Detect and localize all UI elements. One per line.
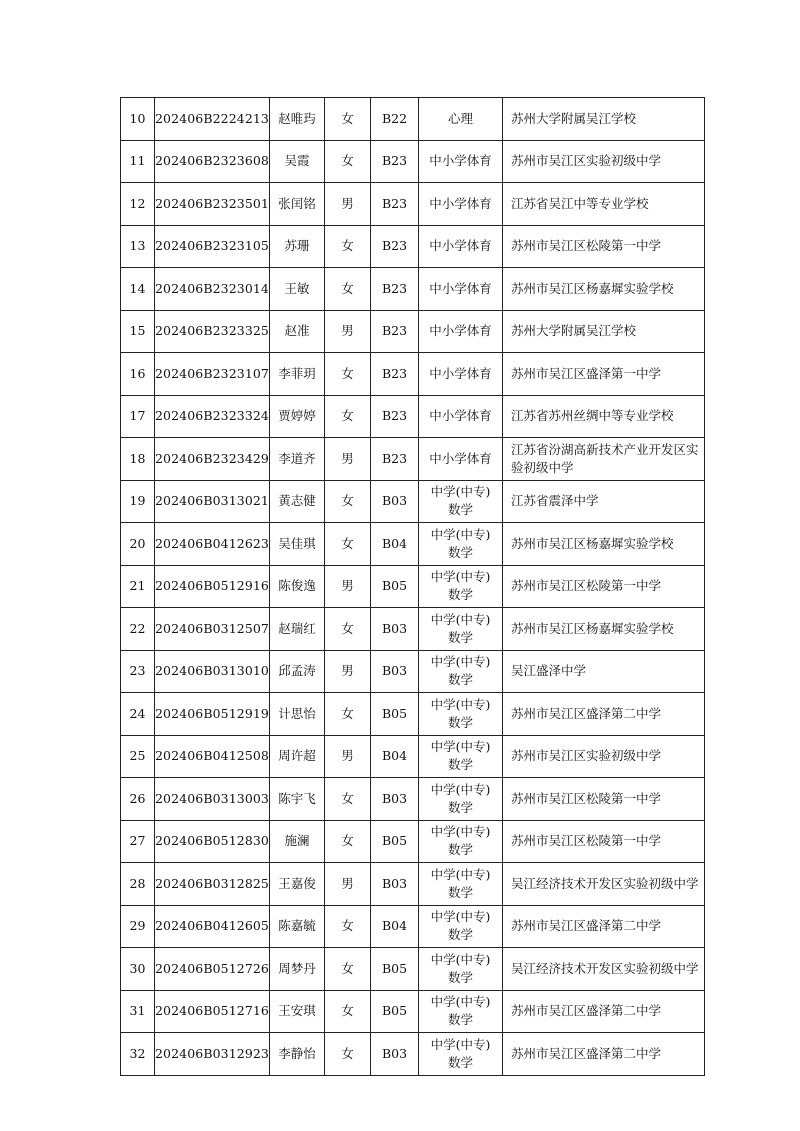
candidate-id-cell: 202406B0412623 bbox=[155, 523, 270, 566]
candidate-gender-cell: 女 bbox=[324, 905, 370, 948]
position-code-cell: B04 bbox=[370, 523, 418, 566]
subject-cell bbox=[418, 140, 502, 183]
school-name-cell: 苏州市吴江区盛泽第二中学 bbox=[502, 905, 704, 948]
table-row bbox=[121, 990, 705, 1033]
position-code-cell: B23 bbox=[370, 268, 418, 311]
row-number-cell: 23 bbox=[121, 650, 155, 693]
table-row bbox=[121, 480, 705, 523]
candidate-id-cell: 202406B0412605 bbox=[155, 905, 270, 948]
position-code-cell: B23 bbox=[370, 225, 418, 268]
candidate-gender-cell: 女 bbox=[324, 948, 370, 991]
candidate-id-cell: 202406B0512716 bbox=[155, 990, 270, 1033]
candidate-id-cell: 202406B0312507 bbox=[155, 608, 270, 651]
row-number-cell: 29 bbox=[121, 905, 155, 948]
candidate-id-cell: 202406B0313003 bbox=[155, 778, 270, 821]
school-name-cell: 江苏省汾湖高新技术产业开发区实验初级中学 bbox=[502, 438, 704, 481]
candidate-gender-cell: 女 bbox=[324, 395, 370, 438]
table-row bbox=[121, 523, 705, 566]
candidate-name-cell: 陈宇飞 bbox=[269, 778, 324, 821]
subject-line: 中学(中专) bbox=[430, 569, 491, 585]
subject-cell bbox=[418, 268, 502, 311]
subject-line: 中学(中专) bbox=[430, 696, 491, 712]
table-row bbox=[121, 268, 705, 311]
subject-cell bbox=[418, 523, 502, 566]
subject-cell bbox=[418, 183, 502, 226]
candidate-id-cell: 202406B2323107 bbox=[155, 353, 270, 396]
subject-cell bbox=[418, 608, 502, 651]
candidate-name-cell: 李静怡 bbox=[269, 1033, 324, 1076]
table-row bbox=[121, 395, 705, 438]
subject-cell bbox=[418, 565, 502, 608]
candidate-name-cell: 李菲玥 bbox=[269, 353, 324, 396]
subject-line: 数学 bbox=[447, 502, 473, 518]
subject-line: 数学 bbox=[447, 1012, 473, 1028]
subject-cell bbox=[418, 990, 502, 1033]
subject-line: 数学 bbox=[447, 757, 473, 773]
school-name-cell: 苏州市吴江区盛泽第二中学 bbox=[502, 1033, 704, 1076]
candidate-id-cell: 202406B2323324 bbox=[155, 395, 270, 438]
school-name-cell: 苏州市吴江区杨嘉墀实验学校 bbox=[502, 268, 704, 311]
table-row bbox=[121, 693, 705, 736]
position-code-cell: B22 bbox=[370, 98, 418, 141]
candidate-id-cell: 202406B0313010 bbox=[155, 650, 270, 693]
subject-cell bbox=[418, 650, 502, 693]
candidate-gender-cell: 男 bbox=[324, 565, 370, 608]
candidate-gender-cell: 女 bbox=[324, 608, 370, 651]
school-name-cell: 苏州市吴江区松陵第一中学 bbox=[502, 820, 704, 863]
candidate-name-cell: 陈嘉毓 bbox=[269, 905, 324, 948]
candidate-id-cell: 202406B2323325 bbox=[155, 310, 270, 353]
school-name-cell: 江苏省震泽中学 bbox=[502, 480, 704, 523]
candidate-id-cell: 202406B0512830 bbox=[155, 820, 270, 863]
subject-line: 数学 bbox=[447, 544, 473, 560]
candidate-id-cell: 202406B0312825 bbox=[155, 863, 270, 906]
subject-line: 中小学体育 bbox=[429, 238, 492, 254]
subject-line: 中小学体育 bbox=[429, 450, 492, 466]
candidate-name-cell: 赵准 bbox=[269, 310, 324, 353]
position-code-cell: B05 bbox=[370, 693, 418, 736]
row-number-cell: 19 bbox=[121, 480, 155, 523]
candidate-gender-cell: 男 bbox=[324, 183, 370, 226]
candidate-id-cell: 202406B0512919 bbox=[155, 693, 270, 736]
candidate-name-cell: 施澜 bbox=[269, 820, 324, 863]
school-name-cell: 苏州大学附属吴江学校 bbox=[502, 98, 704, 141]
row-number-cell: 25 bbox=[121, 735, 155, 778]
row-number-cell: 10 bbox=[121, 98, 155, 141]
candidate-id-cell: 202406B0412508 bbox=[155, 735, 270, 778]
candidate-gender-cell: 女 bbox=[324, 98, 370, 141]
candidate-id-cell: 202406B0313021 bbox=[155, 480, 270, 523]
table-row bbox=[121, 608, 705, 651]
subject-cell bbox=[418, 735, 502, 778]
school-name-cell: 苏州大学附属吴江学校 bbox=[502, 310, 704, 353]
table-row bbox=[121, 778, 705, 821]
candidate-name-cell: 黄志健 bbox=[269, 480, 324, 523]
candidate-gender-cell: 男 bbox=[324, 735, 370, 778]
position-code-cell: B05 bbox=[370, 565, 418, 608]
subject-cell bbox=[418, 820, 502, 863]
subject-cell bbox=[418, 98, 502, 141]
row-number-cell: 12 bbox=[121, 183, 155, 226]
subject-line: 数学 bbox=[447, 969, 473, 985]
row-number-cell: 21 bbox=[121, 565, 155, 608]
school-name-cell: 苏州市吴江区松陵第一中学 bbox=[502, 565, 704, 608]
subject-line: 数学 bbox=[447, 672, 473, 688]
subject-cell bbox=[418, 863, 502, 906]
subject-line: 数学 bbox=[447, 884, 473, 900]
candidate-name-cell: 张闰铭 bbox=[269, 183, 324, 226]
candidate-gender-cell: 男 bbox=[324, 310, 370, 353]
candidate-gender-cell: 女 bbox=[324, 140, 370, 183]
candidate-id-cell: 202406B0512916 bbox=[155, 565, 270, 608]
candidate-gender-cell: 女 bbox=[324, 990, 370, 1033]
subject-line: 中学(中专) bbox=[430, 866, 491, 882]
school-name-cell: 苏州市吴江区盛泽第二中学 bbox=[502, 693, 704, 736]
school-name-cell: 苏州市吴江区杨嘉墀实验学校 bbox=[502, 608, 704, 651]
subject-cell bbox=[418, 778, 502, 821]
position-code-cell: B04 bbox=[370, 905, 418, 948]
row-number-cell: 31 bbox=[121, 990, 155, 1033]
candidate-name-cell: 王安琪 bbox=[269, 990, 324, 1033]
candidate-name-cell: 吴霞 bbox=[269, 140, 324, 183]
candidate-id-cell: 202406B2323014 bbox=[155, 268, 270, 311]
subject-line: 中学(中专) bbox=[430, 484, 491, 500]
subject-line: 数学 bbox=[447, 714, 473, 730]
table-row bbox=[121, 1033, 705, 1076]
subject-cell bbox=[418, 905, 502, 948]
subject-cell bbox=[418, 438, 502, 481]
position-code-cell: B03 bbox=[370, 480, 418, 523]
subject-line: 中学(中专) bbox=[430, 824, 491, 840]
candidate-list-sheet bbox=[120, 97, 705, 1076]
subject-line: 中学(中专) bbox=[430, 1036, 491, 1052]
candidate-name-cell: 邱孟涛 bbox=[269, 650, 324, 693]
school-name-cell: 吴江经济技术开发区实验初级中学 bbox=[502, 863, 704, 906]
position-code-cell: B04 bbox=[370, 735, 418, 778]
subject-line: 中小学体育 bbox=[429, 365, 492, 381]
subject-line: 中小学体育 bbox=[429, 153, 492, 169]
table-row bbox=[121, 438, 705, 481]
table-row bbox=[121, 565, 705, 608]
subject-line: 数学 bbox=[447, 799, 473, 815]
candidate-name-cell: 赵瑞红 bbox=[269, 608, 324, 651]
candidate-gender-cell: 女 bbox=[324, 693, 370, 736]
subject-line: 中学(中专) bbox=[430, 951, 491, 967]
candidate-id-cell: 202406B2323501 bbox=[155, 183, 270, 226]
table-row bbox=[121, 948, 705, 991]
table-row bbox=[121, 820, 705, 863]
school-name-cell: 吴江盛泽中学 bbox=[502, 650, 704, 693]
table-row bbox=[121, 98, 705, 141]
candidate-name-cell: 周梦丹 bbox=[269, 948, 324, 991]
school-name-cell: 江苏省苏州丝绸中等专业学校 bbox=[502, 395, 704, 438]
candidate-name-cell: 李道齐 bbox=[269, 438, 324, 481]
table-row bbox=[121, 735, 705, 778]
candidate-name-cell: 贾婷婷 bbox=[269, 395, 324, 438]
subject-line: 中学(中专) bbox=[430, 909, 491, 925]
position-code-cell: B05 bbox=[370, 820, 418, 863]
row-number-cell: 11 bbox=[121, 140, 155, 183]
row-number-cell: 24 bbox=[121, 693, 155, 736]
school-name-cell: 苏州市吴江区松陵第一中学 bbox=[502, 225, 704, 268]
candidate-name-cell: 赵唯玙 bbox=[269, 98, 324, 141]
candidate-table bbox=[120, 97, 705, 1076]
position-code-cell: B05 bbox=[370, 948, 418, 991]
position-code-cell: B23 bbox=[370, 438, 418, 481]
row-number-cell: 22 bbox=[121, 608, 155, 651]
candidate-id-cell: 202406B0312923 bbox=[155, 1033, 270, 1076]
table-row bbox=[121, 650, 705, 693]
row-number-cell: 20 bbox=[121, 523, 155, 566]
candidate-gender-cell: 女 bbox=[324, 225, 370, 268]
subject-cell bbox=[418, 693, 502, 736]
subject-line: 中学(中专) bbox=[430, 526, 491, 542]
candidate-gender-cell: 女 bbox=[324, 480, 370, 523]
school-name-cell: 苏州市吴江区盛泽第一中学 bbox=[502, 353, 704, 396]
row-number-cell: 26 bbox=[121, 778, 155, 821]
subject-cell bbox=[418, 310, 502, 353]
subject-line: 中学(中专) bbox=[430, 611, 491, 627]
candidate-gender-cell: 女 bbox=[324, 820, 370, 863]
subject-line: 中小学体育 bbox=[429, 323, 492, 339]
table-body bbox=[121, 98, 705, 1076]
candidate-id-cell: 202406B0512726 bbox=[155, 948, 270, 991]
position-code-cell: B03 bbox=[370, 778, 418, 821]
position-code-cell: B23 bbox=[370, 140, 418, 183]
candidate-id-cell: 202406B2323608 bbox=[155, 140, 270, 183]
table-row bbox=[121, 140, 705, 183]
subject-line: 中学(中专) bbox=[430, 654, 491, 670]
school-name-cell: 苏州市吴江区盛泽第二中学 bbox=[502, 990, 704, 1033]
school-name-cell: 苏州市吴江区实验初级中学 bbox=[502, 735, 704, 778]
position-code-cell: B03 bbox=[370, 863, 418, 906]
position-code-cell: B05 bbox=[370, 990, 418, 1033]
position-code-cell: B23 bbox=[370, 310, 418, 353]
subject-line: 数学 bbox=[447, 842, 473, 858]
position-code-cell: B03 bbox=[370, 1033, 418, 1076]
subject-cell bbox=[418, 353, 502, 396]
subject-line: 中小学体育 bbox=[429, 408, 492, 424]
table-row bbox=[121, 225, 705, 268]
school-name-cell: 苏州市吴江区松陵第一中学 bbox=[502, 778, 704, 821]
subject-line: 数学 bbox=[447, 629, 473, 645]
position-code-cell: B03 bbox=[370, 650, 418, 693]
candidate-name-cell: 王敏 bbox=[269, 268, 324, 311]
school-name-cell: 江苏省吴江中等专业学校 bbox=[502, 183, 704, 226]
row-number-cell: 13 bbox=[121, 225, 155, 268]
school-name-cell: 苏州市吴江区实验初级中学 bbox=[502, 140, 704, 183]
candidate-gender-cell: 男 bbox=[324, 650, 370, 693]
subject-cell bbox=[418, 480, 502, 523]
candidate-gender-cell: 女 bbox=[324, 268, 370, 311]
table-row bbox=[121, 905, 705, 948]
candidate-name-cell: 苏珊 bbox=[269, 225, 324, 268]
subject-cell bbox=[418, 395, 502, 438]
subject-line: 数学 bbox=[447, 1054, 473, 1070]
row-number-cell: 16 bbox=[121, 353, 155, 396]
subject-cell bbox=[418, 225, 502, 268]
position-code-cell: B23 bbox=[370, 395, 418, 438]
candidate-id-cell: 202406B2323429 bbox=[155, 438, 270, 481]
candidate-gender-cell: 女 bbox=[324, 1033, 370, 1076]
row-number-cell: 15 bbox=[121, 310, 155, 353]
row-number-cell: 27 bbox=[121, 820, 155, 863]
subject-line: 中小学体育 bbox=[429, 195, 492, 211]
subject-cell bbox=[418, 948, 502, 991]
table-row bbox=[121, 353, 705, 396]
subject-line: 中小学体育 bbox=[429, 280, 492, 296]
subject-line: 数学 bbox=[447, 927, 473, 943]
row-number-cell: 17 bbox=[121, 395, 155, 438]
table-row bbox=[121, 183, 705, 226]
subject-line: 心理 bbox=[447, 110, 473, 126]
table-row bbox=[121, 863, 705, 906]
candidate-name-cell: 吴佳琪 bbox=[269, 523, 324, 566]
candidate-gender-cell: 男 bbox=[324, 863, 370, 906]
subject-line: 中学(中专) bbox=[430, 781, 491, 797]
position-code-cell: B03 bbox=[370, 608, 418, 651]
row-number-cell: 18 bbox=[121, 438, 155, 481]
school-name-cell: 吴江经济技术开发区实验初级中学 bbox=[502, 948, 704, 991]
school-name-cell: 苏州市吴江区杨嘉墀实验学校 bbox=[502, 523, 704, 566]
subject-line: 数学 bbox=[447, 587, 473, 603]
position-code-cell: B23 bbox=[370, 183, 418, 226]
candidate-name-cell: 王嘉俊 bbox=[269, 863, 324, 906]
row-number-cell: 30 bbox=[121, 948, 155, 991]
candidate-name-cell: 计思怡 bbox=[269, 693, 324, 736]
subject-line: 中学(中专) bbox=[430, 739, 491, 755]
candidate-gender-cell: 男 bbox=[324, 438, 370, 481]
row-number-cell: 14 bbox=[121, 268, 155, 311]
candidate-id-cell: 202406B2323105 bbox=[155, 225, 270, 268]
row-number-cell: 32 bbox=[121, 1033, 155, 1076]
candidate-gender-cell: 女 bbox=[324, 523, 370, 566]
subject-cell bbox=[418, 1033, 502, 1076]
candidate-name-cell: 周许超 bbox=[269, 735, 324, 778]
subject-line: 中学(中专) bbox=[430, 994, 491, 1010]
table-row bbox=[121, 310, 705, 353]
position-code-cell: B23 bbox=[370, 353, 418, 396]
candidate-gender-cell: 女 bbox=[324, 778, 370, 821]
candidate-id-cell: 202406B2224213 bbox=[155, 98, 270, 141]
row-number-cell: 28 bbox=[121, 863, 155, 906]
candidate-gender-cell: 女 bbox=[324, 353, 370, 396]
candidate-name-cell: 陈俊逸 bbox=[269, 565, 324, 608]
